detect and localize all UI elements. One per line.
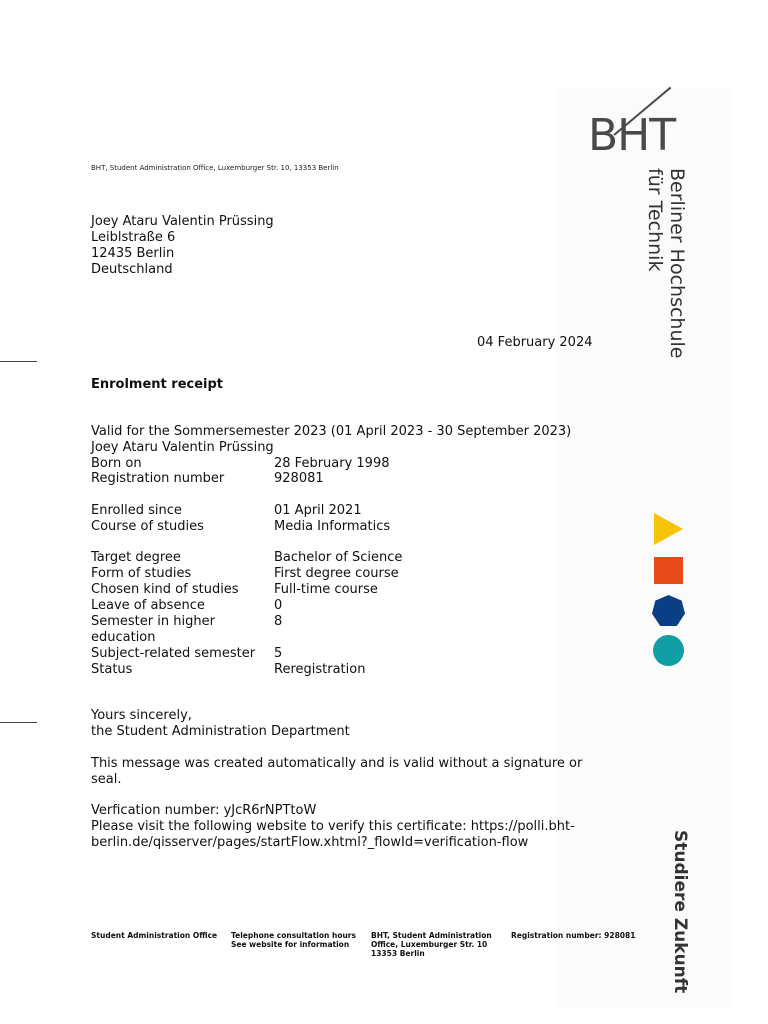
bht-logo (588, 106, 700, 170)
automatic-note: This message was created automatically and is valid without a signature or seal. (91, 756, 583, 787)
detail-label: Course of studies (91, 519, 204, 534)
recipient-name: Joey Ataru Valentin Prüssing (91, 214, 274, 229)
recipient-city: 12435 Berlin (91, 246, 175, 261)
footer-office: Student Administration Office (91, 931, 218, 940)
detail-label: Enrolled since (91, 503, 182, 518)
verification-number: Verfication number: yJcR6rNPTtoW (91, 803, 317, 818)
detail-label: Registration number (91, 471, 225, 486)
closing-line1: Yours sincerely, (91, 708, 192, 723)
detail-label: Target degree (91, 550, 181, 565)
school-name-line2: für Technik (644, 168, 666, 272)
sender-line: BHT, Student Administration Office, Luxemburger Str. 10, 13353 Berlin (91, 164, 339, 172)
footer-registration-number: Registration number: 928081 (511, 931, 636, 940)
detail-value: Reregistration (274, 662, 366, 677)
subject-heading: Enrolment receipt (91, 377, 224, 392)
letter-date: 04 February 2024 (477, 335, 593, 350)
detail-label: Leave of absence (91, 598, 205, 613)
square-icon (654, 557, 683, 584)
closing (91, 708, 350, 740)
slogan: Studiere Zukunft (670, 830, 690, 994)
verification-link-text[interactable]: Please visit the following website to verify this certificate: https://polli.bht-berlin.de/qisserver/pages/startFlow.xhtml?_flowId=verification-flow (91, 819, 575, 850)
fold-mark-top (0, 361, 37, 362)
detail-label: Form of studies (91, 566, 192, 581)
detail-value: Media Informatics (274, 519, 391, 534)
triangle-icon (654, 513, 683, 545)
detail-value: Bachelor of Science (274, 550, 403, 565)
detail-label: Semester in higher education (91, 614, 215, 645)
detail-value: Full-time course (274, 582, 378, 597)
recipient-country: Deutschland (91, 262, 173, 277)
recipient-address (91, 214, 274, 278)
circle-icon (653, 635, 684, 666)
student-name: Joey Ataru Valentin Prüssing (91, 440, 274, 455)
detail-label: Subject-related semester (91, 646, 256, 661)
footer-consultation-hours: Telephone consultation hours See website for information (231, 931, 356, 949)
detail-value: 928081 (274, 471, 324, 486)
detail-label: Born on (91, 456, 142, 471)
validity-line: Valid for the Sommersemester 2023 (01 April 2023 - 30 September 2023) (91, 424, 572, 439)
detail-value: 28 February 1998 (274, 456, 390, 471)
detail-value: 8 (274, 614, 283, 629)
detail-label: Status (91, 662, 133, 677)
detail-value: 01 April 2021 (274, 503, 362, 518)
logo-text: BHT (588, 110, 676, 161)
fold-mark-bottom (0, 722, 37, 723)
detail-value: 5 (274, 646, 283, 661)
detail-label: Chosen kind of studies (91, 582, 239, 597)
detail-value: First degree course (274, 566, 399, 581)
detail-value: 0 (274, 598, 283, 613)
school-name-line1: Berliner Hochschule (666, 168, 688, 359)
recipient-street: Leiblstraße 6 (91, 230, 176, 245)
footer-address: BHT, Student Administration Office, Luxemburger Str. 10 13353 Berlin (371, 931, 492, 958)
closing-line2: the Student Administration Department (91, 724, 350, 739)
